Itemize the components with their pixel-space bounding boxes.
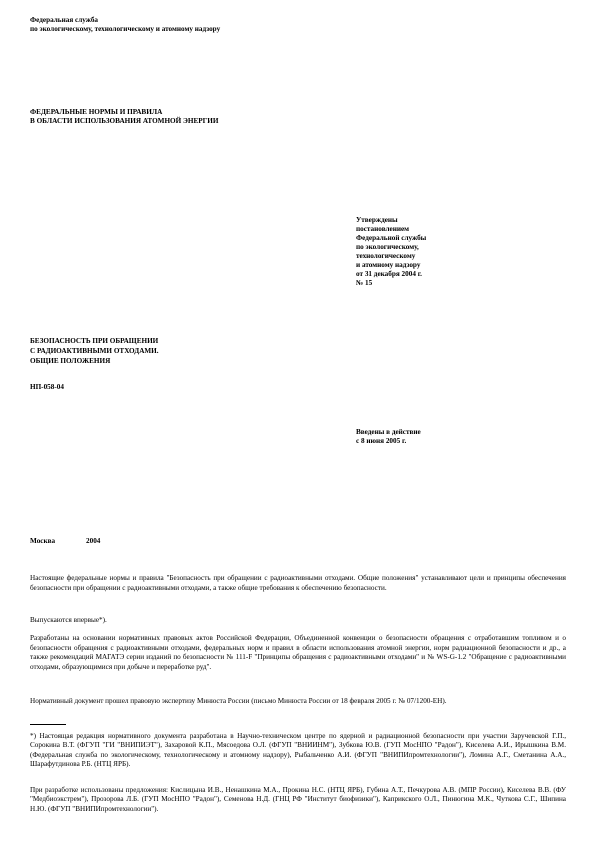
agency-header — [30, 16, 220, 34]
effective-line-1: Введены в действие — [356, 428, 421, 436]
legal-review-paragraph: Нормативный документ прошел правовую экспертизу Минюста России (письмо Минюста России от 18 февраля 2005 г. № 07/1200-ЕН). — [30, 697, 447, 705]
document-code: НП-058-04 — [30, 383, 64, 391]
approval-block — [356, 216, 426, 288]
publication-year: 2004 — [86, 537, 101, 545]
approval-line: постановлением — [356, 225, 410, 233]
approval-line: и атомному надзору — [356, 261, 421, 269]
approval-line: № 15 — [356, 279, 373, 287]
approval-line: по экологическому, — [356, 243, 419, 251]
agency-line-1: Федеральная служба — [30, 16, 99, 24]
effective-date-block — [356, 428, 421, 446]
intro-paragraph: Настоящие федеральные нормы и правила "Безопасность при обращении с радиоактивными отходами. Общие положения" устанавливают цели и принципы обеспечения безопасности при обращении с радиоактивными отходами, а также общие требования к обеспечению безопасности. — [30, 574, 566, 592]
footnote-authors: *) Настоящая редакция нормативного документа разработана в Научно-техническом центре по ядерной и радиационной безопасности при участии Заручевской Г.П., Сорокина В.Т. (ФГУП "ГИ "ВНИПИЭТ"), Захаровой К.П., Мясоедова О.Л. (ФГУП "ВНИИНМ"), Зубкова Ю.В. (ГУП МосНПО "Радон"), Киселева А.И., Ирышкина В.М. (Федеральная служба по экологическому, технологическому и атомному надзору), Рыбальченко А.И. (ФГУП "ВНИПИпромтехнологии"), Ломина А.Г., Сметанина А.А., Шарафутдинова Р.Б. (НТЦ ЯРБ). — [30, 732, 566, 769]
norms-title — [30, 108, 218, 126]
document-title-line-1: БЕЗОПАСНОСТЬ ПРИ ОБРАЩЕНИИ — [30, 337, 159, 345]
norms-title-line-2: В ОБЛАСТИ ИСПОЛЬЗОВАНИЯ АТОМНОЙ ЭНЕРГИИ — [30, 117, 219, 125]
approval-line: Федеральной службы — [356, 234, 427, 242]
publication-city: Москва — [30, 537, 56, 545]
first-issue-paragraph: Выпускаются впервые*). — [30, 616, 107, 624]
effective-line-2: с 8 июня 2005 г. — [356, 437, 407, 445]
document-title-line-2: С РАДИОАКТИВНЫМИ ОТХОДАМИ. — [30, 347, 159, 355]
footnote-separator — [30, 724, 66, 725]
footnote-contributors: При разработке использованы предложения: Кислицына И.В., Ненашкина М.А., Прокина Н.С. (НТЦ ЯРБ), Губина А.Т., Печкурова А.В. (МПР России), Киселева В.В. (ФУ "Медбиоэкстрем"), Прозорова Л.Б. (ГУП МосНПО "Радон"), Семенова Н.Д. (ГНЦ РФ "Институт биофизики"), Каприкского О.Л., Пинюгина М.К., Чуткова С.Г., Шипина Н.Ю. (ФГУП "ВНИПИпромтехнологии"). — [30, 786, 566, 813]
norms-title-line-1: ФЕДЕРАЛЬНЫЕ НОРМЫ И ПРАВИЛА — [30, 108, 163, 116]
approval-line: от 31 декабря 2004 г. — [356, 270, 422, 278]
basis-paragraph: Разработаны на основании нормативных правовых актов Российской Федерации, Объединенной конвенции о безопасности обращения с отработавшим топливом и о безопасности обращения с радиоактивными отходами, федеральных норм и правил в области использования атомной энергии, норм радиационной безопасности и др., а также рекомендаций МАГАТЭ серии изданий по безопасности № 111-F "Принципы обращения с радиоактивными отходами" и № WS-G-1.2 "Обращение с радиоактивными отходами, образующимися при добыче и переработке руд". — [30, 634, 566, 671]
document-title-line-3: ОБЩИЕ ПОЛОЖЕНИЯ — [30, 357, 111, 365]
approval-line: Утверждены — [356, 216, 398, 224]
document-title — [30, 336, 159, 366]
approval-line: технологическому — [356, 252, 416, 260]
agency-line-2: по экологическому, технологическому и атомному надзору — [30, 25, 221, 33]
